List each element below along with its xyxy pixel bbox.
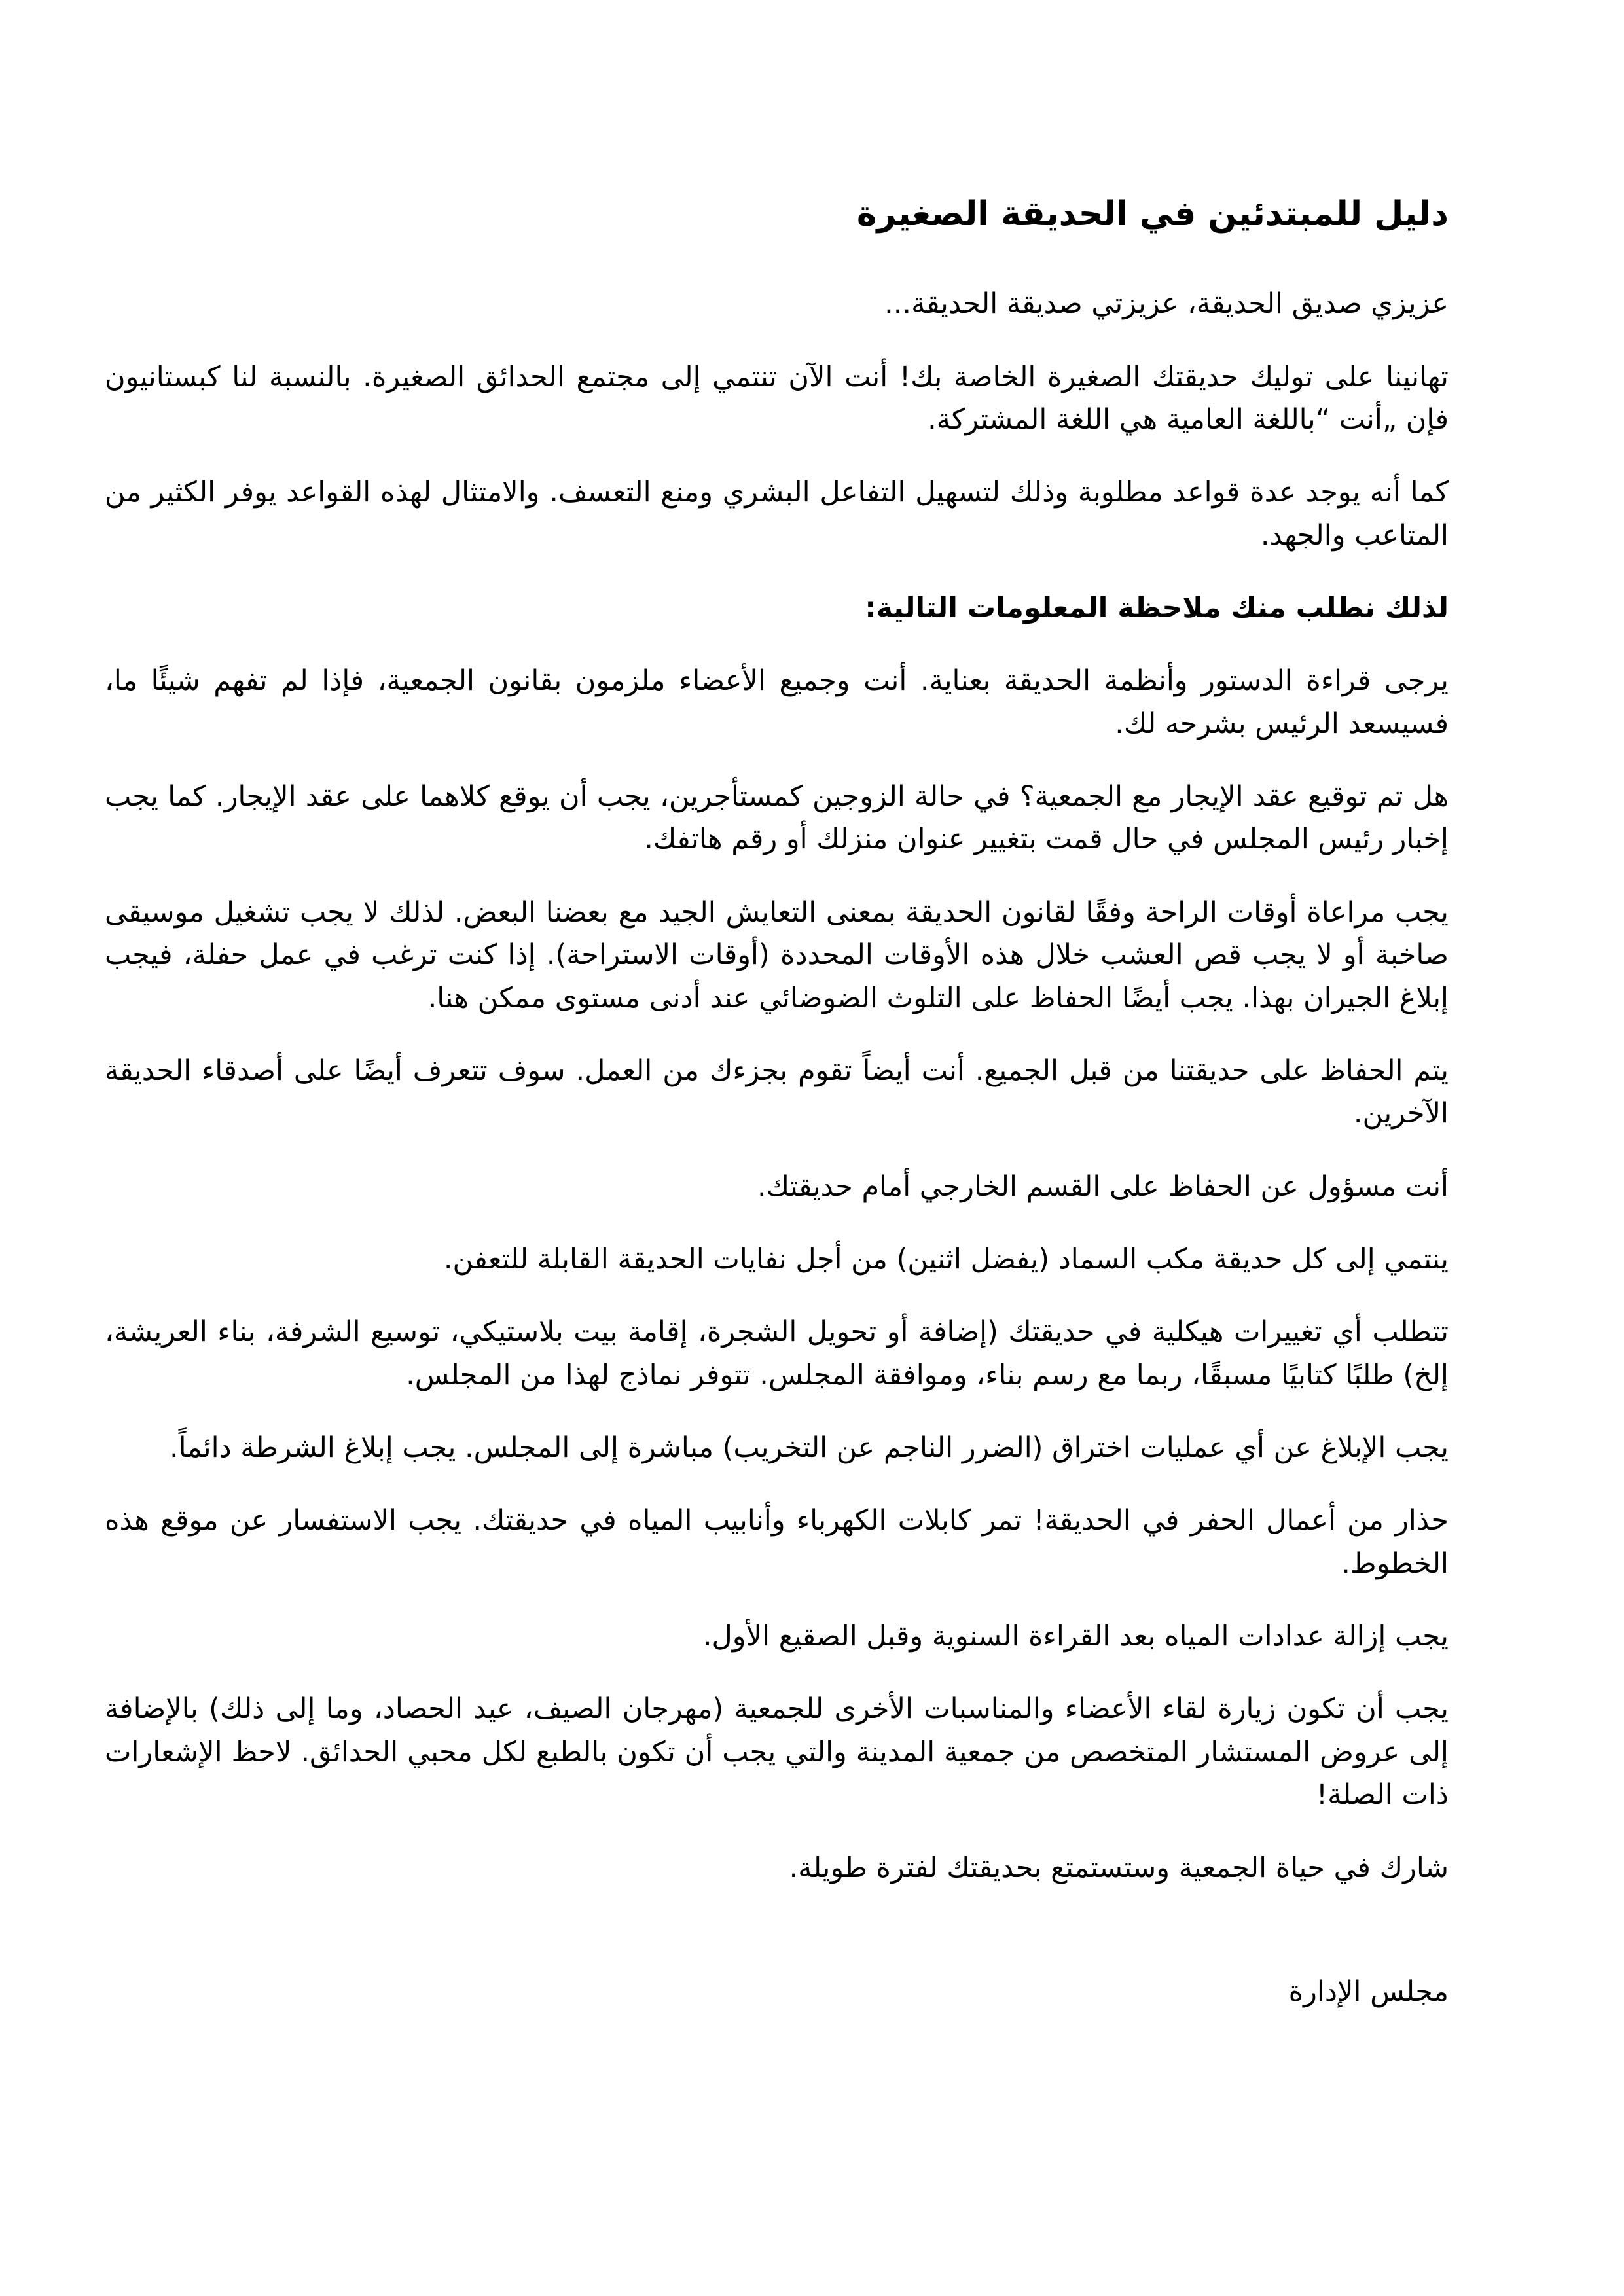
rules-heading: لذلك نطلب منك ملاحظة المعلومات التالية: [865,591,1449,624]
rule-paragraph-11: يجب أن تكون زيارة لقاء الأعضاء والمناسبات الأخرى للجمعية (مهرجان الصيف، عيد الحصاد، وما إلى ذلك) بالإضافة إلى عروض المستشار المتخصص من جمعية المدينة والتي يجب أن تكون بالطبع لكل محبي الحدائق. لاحظ الإشعارات ذات الصلة! [105,1693,1449,1812]
closing-paragraph: شارك في حياة الجمعية وستستمتع بحديقتك لفترة طويلة. [789,1851,1449,1884]
rule-paragraph-7: تتطلب أي تغييرات هيكلية في حديقتك (إضافة أو تحويل الشجرة، إقامة بيت بلاستيكي، توسيع الشرفة، بناء العريشة، إلخ) طلبًا كتابيًا مسبقًا، ربما مع رسم بناء، وموافقة المجلس. تتوفر نماذج لهذا من المجلس. [105,1316,1449,1391]
rule-paragraph-10: يجب إزالة عدادات المياه بعد القراءة السنوية وقبل الصقيع الأول. [702,1620,1449,1653]
rule-paragraph-4: يتم الحفاظ على حديقتنا من قبل الجميع. أنت أيضاً تقوم بجزءك من العمل. سوف تتعرف أيضًا على أصدقاء الحديقة الآخرين. [105,1054,1449,1130]
rule-paragraph-3: يجب مراعاة أوقات الراحة وفقًا لقانون الحديقة بمعنى التعايش الجيد مع بعضنا البعض. لذلك لا يجب تشغيل موسيقى صاخبة أو لا يجب قص العشب خلال هذه الأوقات المحددة (أوقات الاستراحة). إذا كنت ترغب في عمل حفلة، فيجب إبلاغ الجيران بهذا. يجب أيضًا الحفاظ على التلوث الضوضائي عند أدنى مستوى ممكن هنا. [105,895,1449,1014]
rule-paragraph-6: ينتمي إلى كل حديقة مكب السماد (يفضل اثنين) من أجل نفايات الحديقة القابلة للتعفن. [443,1242,1449,1276]
intro-paragraph-2: كما أنه يوجد عدة قواعد مطلوبة وذلك لتسهيل التفاعل البشري ومنع التعسف. والامتثال لهذه القواعد يوفر الكثير من المتاعب والجهد. [105,476,1449,552]
rule-paragraph-5: أنت مسؤول عن الحفاظ على القسم الخارجي أمام حديقتك. [757,1170,1449,1203]
signature-board: مجلس الإدارة [1288,1975,1449,2008]
page-title: دليل للمبتدئين في الحديقة الصغيرة [856,194,1449,234]
rule-paragraph-9: حذار من أعمال الحفر في الحديقة! تمر كابلات الكهرباء وأنابيب المياه في حديقتك. يجب الاستفسار عن موقع هذه الخطوط. [105,1504,1449,1580]
rule-paragraph-1: يرجى قراءة الدستور وأنظمة الحديقة بعناية. أنت وجميع الأعضاء ملزمون بقانون الجمعية، فإذا لم تفهم شيئًا ما، فسيسعد الرئيس بشرحه لك. [105,664,1449,740]
rule-paragraph-2: هل تم توقيع عقد الإيجار مع الجمعية؟ في حالة الزوجين كمستأجرين، يجب أن يوقع كلاهما على عقد الإيجار. كما يجب إخبار رئيس المجلس في حال قمت بتغيير عنوان منزلك أو رقم هاتفك. [105,780,1449,856]
document-content [105,191,1449,2013]
rule-paragraph-8: يجب الإبلاغ عن أي عمليات اختراق (الضرر الناجم عن التخريب) مباشرة إلى المجلس. يجب إبلاغ الشرطة دائماً. [170,1431,1449,1465]
salutation-line: عزيزي صديق الحديقة، عزيزتي صديقة الحديقة... [884,287,1449,321]
intro-paragraph-1: تهانينا على توليك حديقتك الصغيرة الخاصة بك! أنت الآن تنتمي إلى مجتمع الحدائق الصغيرة. بالنسبة لنا كبستانيون فإن „أنت “باللغة العامية هي اللغة المشتركة. [105,360,1449,436]
